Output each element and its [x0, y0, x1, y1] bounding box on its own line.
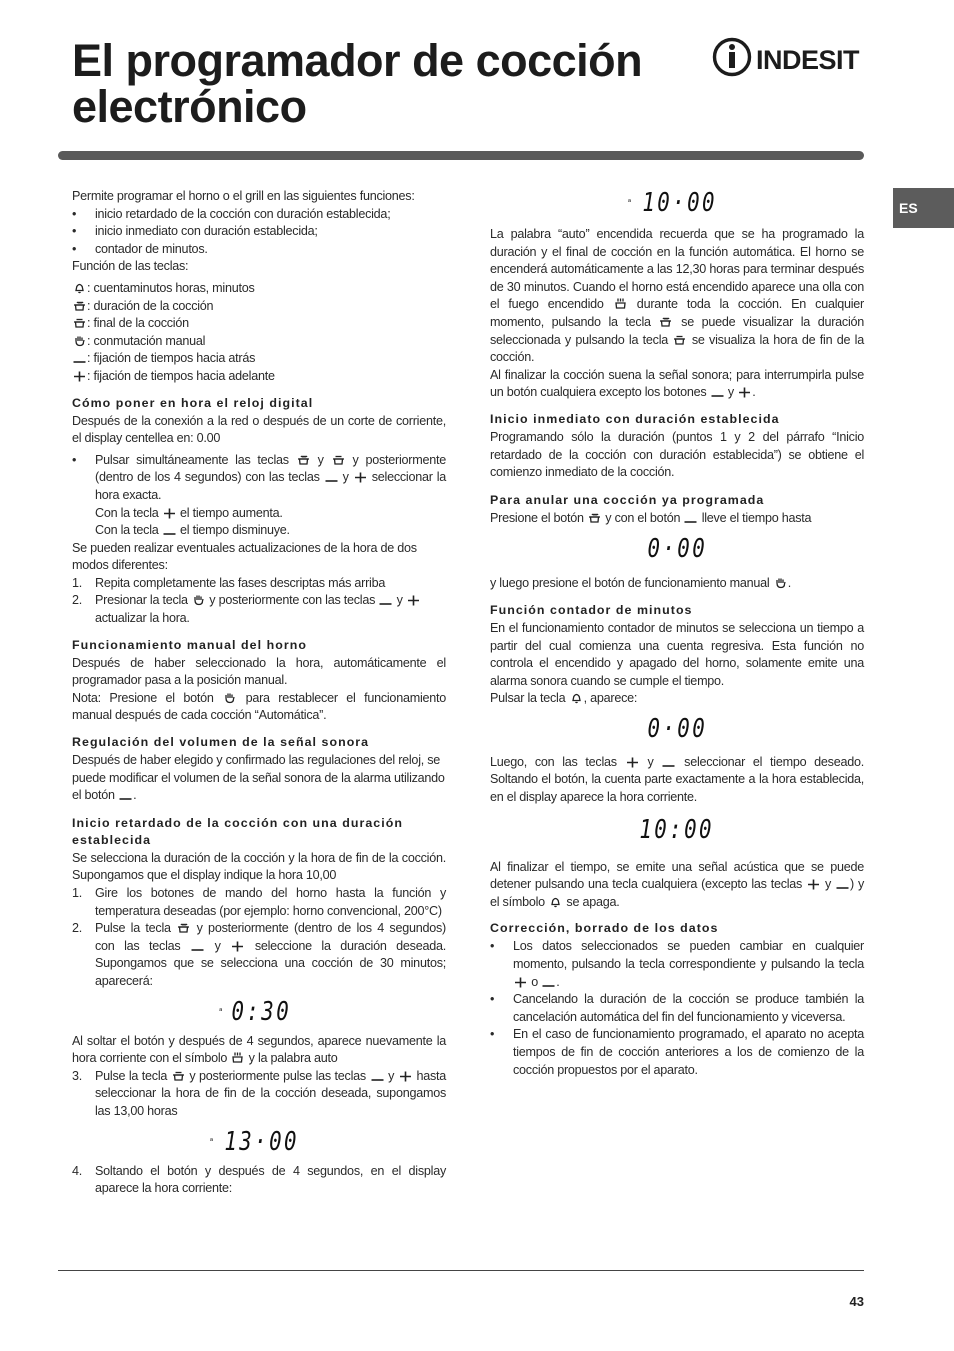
hand-manual-icon [73, 334, 86, 347]
plus-icon [807, 877, 820, 890]
paragraph: En el funcionamiento contador de minutos se selecciona un tiempo a partir del cual comienza una cuenta regresiva. Esta función no controla el encendido y apagado del horno, solamente emite una alarma sonora cuando se cumple el tiempo. [490, 620, 864, 688]
paragraph: Nota: Presione el botón para restablecer el funcionamiento manual después de cada cocción “Automática”. [72, 690, 446, 723]
pot-duration-icon [177, 921, 190, 934]
page-number: 43 [849, 1294, 864, 1309]
pot-end-icon [172, 1069, 185, 1082]
hand-manual-icon [774, 576, 787, 589]
functions-list [72, 206, 446, 259]
key-row: : fijación de tiempos hacia atrás [72, 350, 446, 368]
header-rule [58, 151, 864, 160]
bell-icon [570, 691, 583, 704]
minus-icon [73, 351, 86, 364]
list-item: 1. Repita completamente las fases descriptas más arriba [72, 575, 386, 590]
list-item: • Los datos seleccionados se pueden cambiar en cualquier momento, pulsando la tecla correspondiente y pulsando la tecla o . [490, 939, 864, 989]
list-item: 4. Soltando el botón y después de 4 segundos, en el display aparece la hora corriente: [72, 1163, 446, 1196]
key-row: : cuentaminutos horas, minutos [72, 280, 446, 298]
minus-icon [379, 593, 392, 606]
list-item: • contador de minutos. [72, 241, 208, 256]
plus-icon [231, 939, 244, 952]
display-current-time: 10:00 [639, 814, 715, 845]
plus-icon [73, 369, 86, 382]
list-item: • En el caso de funcionamiento programado, el aparato no acepta tiempos de fin de cocción anteriores a los de comienzo de la cocción propuestos por el aparato. [490, 1027, 864, 1077]
pot-duration-icon [588, 511, 601, 524]
paragraph: Después de la conexión a la red o después de un corte de corriente, el display centellea en: 0.00 [72, 413, 446, 446]
plus-icon [407, 593, 420, 606]
minus-icon [325, 470, 338, 483]
paragraph: Con la tecla el tiempo aumenta. [95, 505, 283, 520]
minus-icon [371, 1069, 384, 1082]
paragraph: Se selecciona la duración de la cocción y la hora de fin de la cocción. Supongamos que el display indique la hora 10,00 [72, 850, 446, 883]
minus-icon [662, 755, 675, 768]
pot-duration-icon [297, 453, 310, 466]
paragraph: Después de haber seleccionado la hora, automáticamente el programador pasa a la posición manual. [72, 655, 446, 688]
paragraph: Al soltar el botón y después de 4 segundos, aparece nuevamente la hora corriente con el símbolo y la palabra auto [72, 1033, 446, 1066]
minus-icon [542, 975, 555, 988]
minus-icon [119, 788, 132, 801]
paragraph: Programando sólo la duración (puntos 1 y 2 del párrafo “Inicio retardado de la cocción con duración establecida”) se obtiene el comienzo inmediato de la cocción. [490, 429, 864, 480]
display-auto: ᵃ 10·00 [627, 188, 717, 219]
paragraph: Después de haber elegido y confirmado las regulaciones del reloj, se puede modificar el volumen de la señal sonora de la alarma utilizando el botón . [72, 753, 445, 803]
section-heading: Regulación del volumen de la señal sonora [72, 735, 370, 750]
key-row: : fijación de tiempos hacia adelante [72, 368, 446, 386]
svg-text:INDESIT: INDESIT [756, 45, 860, 75]
bell-icon [549, 895, 562, 908]
section-heading: Funcionamiento manual del horno [72, 637, 307, 652]
key-row: : final de la cocción [72, 315, 446, 333]
pot-end-icon [673, 333, 686, 346]
section-heading: Inicio retardado de la cocción con una duración establecida [72, 815, 403, 847]
plus-icon [399, 1069, 412, 1082]
plus-icon [738, 385, 751, 398]
section-heading: Inicio inmediato con duración establecida [490, 411, 780, 426]
paragraph: Al finalizar el tiempo, se emite una señal acústica que se puede detener pulsando una tecla cualquiera (excepto las teclas y ) y el símbolo se apaga. [490, 859, 864, 909]
page-title: El programador de cocción electrónico [72, 35, 643, 132]
footer-rule [58, 1270, 864, 1271]
minus-icon [191, 939, 204, 952]
minus-icon [684, 511, 697, 524]
paragraph: Con la tecla el tiempo disminuye. [95, 523, 290, 538]
key-row: : duración de la cocción [72, 298, 446, 316]
paragraph: La palabra “auto” encendida recuerda que se ha programado la duración y el final de cocción en la función automática. El horno se encenderá automáticamente a las 12,30 horas para terminar después de 30 minutos. Cuando el horno está encendido aparece una olla con el fuego encendido durante toda la cocción. En cualquier momento, pulsando la tecla se puede visualizar la duración seleccionada y pulsando la tecla se visualiza la hora de fin de la cocción. [490, 227, 865, 365]
bell-icon [73, 281, 86, 294]
list-item: 2. Presionar la tecla y posteriormente con las teclas y actualizar la hora. [72, 592, 446, 627]
left-column [72, 188, 446, 1198]
section-heading: Corrección, borrado de los datos [490, 921, 719, 936]
intro-text: Permite programar el horno o el grill en las siguientes funciones: [72, 189, 415, 203]
paragraph: y luego presione el botón de funcionamiento manual . [490, 576, 791, 591]
list-item: • Cancelando la duración de la cocción se produce también la cancelación automática del fin del funcionamiento y viceversa. [490, 992, 864, 1024]
list-item: • inicio retardado de la cocción con duración establecida; [72, 206, 391, 221]
section-heading: Cómo poner en hora el reloj digital [72, 395, 314, 410]
paragraph: Presione el botón y con el botón lleve el tiempo hasta [490, 510, 812, 525]
minus-icon [711, 385, 724, 398]
pot-end-icon [73, 316, 86, 329]
list-item: • Pulsar simultáneamente las teclas y y posteriormente (dentro de los 4 segundos) con las teclas y seleccionar la hora exacta. [72, 452, 446, 502]
paragraph: Luego, con las teclas y seleccionar el tiempo deseado. Soltando el botón, la cuenta parte exactamente a la hora establecida, en el display aparece la hora corriente. [490, 754, 864, 805]
plus-icon [626, 755, 639, 768]
section-heading: Función contador de minutos [490, 602, 693, 617]
plus-icon [514, 975, 527, 988]
hand-manual-icon [192, 593, 205, 606]
plus-icon [354, 470, 367, 483]
display-zero: 0·00 [647, 533, 707, 564]
right-column [490, 188, 864, 1079]
pot-duration-icon [659, 315, 672, 328]
paragraph: Pulsar la tecla , aparece: [490, 691, 638, 706]
display-end-time: ᵃ 13·00 [209, 1126, 299, 1157]
key-row: : conmutación manual [72, 333, 446, 351]
minus-icon [163, 523, 176, 536]
list-item: • inicio inmediato con duración establecida; [72, 224, 318, 239]
minus-icon [836, 877, 849, 890]
pot-end-icon [332, 453, 345, 466]
list-item: 2. Pulse la tecla y posteriormente (dentro de los 4 segundos) con las teclas y seleccione la duración deseada. Supongamos que se selecciona una cocción de 30 minutos; aparecerá: [72, 921, 446, 988]
pot-flame-icon [231, 1051, 244, 1064]
pot-duration-icon [73, 299, 86, 312]
pot-flame-icon [614, 297, 627, 310]
language-tab: ES [893, 188, 954, 228]
plus-icon [163, 506, 176, 519]
paragraph: Se pueden realizar eventuales actualizaciones de la hora de dos modos diferentes: [72, 540, 417, 573]
keys-title: Función de las teclas: [72, 259, 189, 274]
display-duration: ᵃ 0:30 [219, 996, 292, 1027]
list-item: 1. Gire los botones de mando del horno hasta la función y temperatura deseadas (por ejemplo: horno convencional, 200°C) [72, 886, 446, 918]
indesit-logo [712, 36, 867, 80]
display-timer: 0·00 [647, 714, 707, 745]
list-item: 3. Pulse la tecla y posteriormente pulse las teclas y hasta seleccionar la hora de fin de la cocción deseada, supongamos las 13,00 horas [72, 1068, 447, 1118]
section-heading: Para anular una cocción ya programada [490, 492, 765, 507]
paragraph: Al finalizar la cocción suena la señal sonora; para interrumpirla pulse un botón cualquiera excepto los botones y . [490, 367, 864, 400]
hand-manual-icon [223, 691, 236, 704]
